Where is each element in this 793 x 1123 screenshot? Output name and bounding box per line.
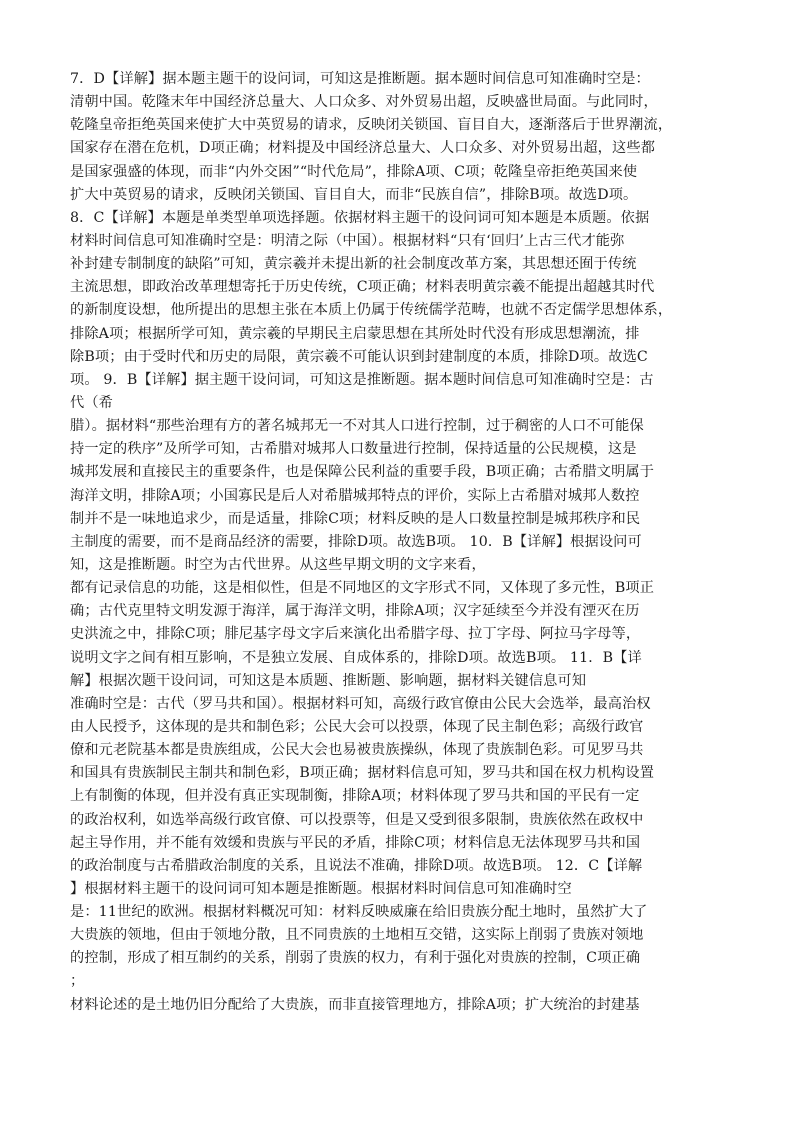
text-line: 是国家强盛的体现，而非“内外交困”“时代危局”，排除A项、C项；乾隆皇帝拒绝英国来使 xyxy=(70,163,638,180)
text-line: 主流思想，即政治改革理想寄托于历史传统，C项正确；材料表明黄宗羲不能提出超越其时代 xyxy=(70,279,655,296)
text-line: ； xyxy=(70,973,85,990)
text-line: 国家存在潜在危机，D项正确；材料提及中国经济总量大、人口众多、对外贸易出超，这些都 xyxy=(70,140,656,157)
text-line: 清朝中国。乾隆末年中国经济总量大、人口众多、对外贸易出超，反映盛世局面。与此同时， xyxy=(70,94,658,111)
text-line: 史洪流之中，排除C项；腓尼基字母文字后来演化出希腊字母、拉丁字母、阿拉马字母等， xyxy=(70,626,641,643)
text-line: 和国具有贵族制民主制共和制色彩，B项正确；据材料信息可知，罗马共和国在权力机构设置 xyxy=(70,765,655,782)
text-line: 的新制度设想，他所提出的思想主张在本质上仍属于传统儒学范畴，也就不否定儒学思想体系， xyxy=(70,302,673,319)
text-line: 8．C【详解】本题是单类型单项选择题。依据材料主题干的设问词可知本题是本质题。依据 xyxy=(70,209,650,226)
text-line: 持一定的秩序”及所学可知，古希腊对城邦人口数量进行控制，保持适量的公民规模，这是 xyxy=(70,441,637,458)
text-line: 是：11世纪的欧洲。根据材料概况可知：材料反映威廉在给旧贵族分配土地时，虽然扩大了 xyxy=(70,904,648,921)
text-line: 排除A项；根据所学可知，黄宗羲的早期民主启蒙思想在其所处时代没有形成思想潮流，排 xyxy=(70,325,640,342)
text-line: 起主导作用，并不能有效缓和贵族与平民的矛盾，排除C项；材料信息无法体现罗马共和国 xyxy=(70,834,641,851)
text-line: 的控制，形成了相互制约的关系，削弱了贵族的权力，有利于强化对贵族的控制，C项正确 xyxy=(70,950,641,967)
text-line: 知，这是推断题。时空为古代世界。从这些早期文明的文字来看， xyxy=(70,556,486,573)
text-line: 的政治制度与古希腊政治制度的关系，且说法不准确，排除D项。故选B项。 12．C【详解 xyxy=(70,857,643,874)
text-line: 7．D【详解】据本题主题干的设问词，可知这是推断题。据本题时间信息可知准确时空是： xyxy=(70,71,650,87)
text-line: 扩大中英贸易的请求，反映闭关锁国、盲目自大，而非“民族自信”，排除B项。故选D项。 xyxy=(70,186,638,203)
text-line: 上有制衡的体现，但并没有真正实现制衡，排除A项；材料体现了罗马共和国的平民有一定 xyxy=(70,788,640,805)
text-line: 项。 9．B【详解】据主题干设问词，可知这是推断题。据本题时间信息可知准确时空是：古 xyxy=(70,371,654,388)
text-line: 由人民授予，这体现的是共和制色彩；公民大会可以投票，体现了民主制色彩；高级行政官 xyxy=(70,718,644,735)
text-line: 主制度的需要，而不是商品经济的需要，排除D项。故选B项。 10．B【详解】根据设问可 xyxy=(70,533,642,550)
text-line: 乾隆皇帝拒绝英国来使扩大中英贸易的请求，反映闭关锁国、盲目自大，逐渐落后于世界潮流， xyxy=(70,117,673,134)
text-line: 材料论述的是土地仍旧分配给了大贵族，而非直接管理地方，排除A项；扩大统治的封建基 xyxy=(70,996,640,1013)
answer-explanation-page xyxy=(70,68,740,1017)
text-line: 僚和元老院基本都是贵族组成，公民大会也易被贵族操纵，体现了贵族制色彩。可见罗马共 xyxy=(70,742,644,759)
text-line: 说明文字之间有相互影响，不是独立发展、自成体系的，排除D项。故选B项。 11．B【详 xyxy=(70,649,642,666)
text-line: 腊）。据材料“那些治理有方的著名城邦无一不对其人口进行控制，过于稠密的人口不可能保 xyxy=(70,418,644,435)
text-line: 的政治权利，如选举高级行政官僚、可以投票等，但是又受到很多限制，贵族依然在政权中 xyxy=(70,811,644,828)
text-line: 补封建专制制度的缺陷”可知，黄宗羲并未提出新的社会制度改革方案，其思想还囿于传统 xyxy=(70,256,637,273)
text-line: 制并不是一味地追求少，而是适量，排除C项；材料反映的是人口数量控制是城邦秩序和民 xyxy=(70,510,641,527)
text-line: 除B项；由于受时代和历史的局限，黄宗羲不可能认识到封建制度的本质，排除D项。故选C xyxy=(70,348,648,365)
text-line: 城邦发展和直接民主的重要条件，也是保障公民利益的重要手段，B项正确；古希腊文明属于 xyxy=(70,464,655,481)
text-line: 确；古代克里特文明发源于海洋，属于海洋文明，排除A项；汉字延续至今并没有湮灭在历 xyxy=(70,603,640,620)
text-line: 大贵族的领地，但由于领地分散，且不同贵族的土地相互交错，这实际上削弱了贵族对领地 xyxy=(70,927,644,944)
text-line: 】根据材料主题干的设问词可知本题是推断题。根据材料时间信息可知准确时空 xyxy=(70,880,572,897)
text-line: 材料时间信息可知准确时空是：明清之际（中国）。根据材料“只有‘回归’上古三代才能弥 xyxy=(70,232,625,249)
text-line: 都有记录信息的功能，这是相似性，但是不同地区的文字形式不同，又体现了多元性，B项正 xyxy=(70,580,655,597)
text-line: 海洋文明，排除A项；小国寡民是后人对希腊城邦特点的评价，实际上古希腊对城邦人数控 xyxy=(70,487,640,504)
text-line: 解】根据次题干设问词，可知这是本质题、推断题、影响题，据材料关键信息可知 xyxy=(70,672,587,689)
text-line: 代（希 xyxy=(70,394,114,411)
text-line: 准确时空是：古代（罗马共和国）。根据材料可知，高级行政官僚由公民大会选举，最高治权 xyxy=(70,695,651,712)
